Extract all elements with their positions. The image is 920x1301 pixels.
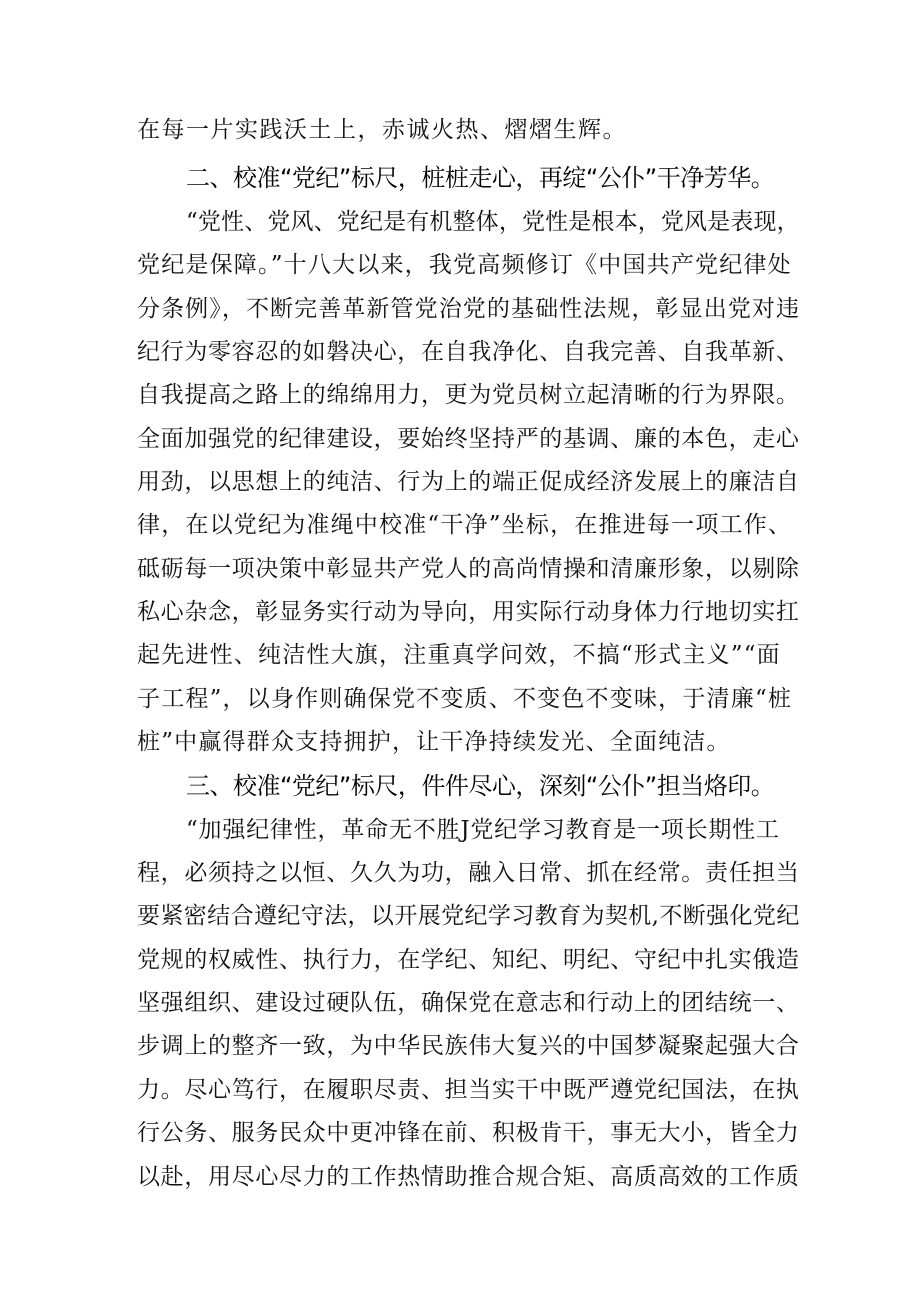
paragraph-2-line-2: 党纪是保障。”十八大以来，我党高频修订《中国共产党纪律处	[137, 252, 792, 278]
paragraph-3-line-2: 程，必须持之以恒、久久为功，融入日常、抓在经常。责任担当	[137, 860, 800, 886]
paragraph-3-line-5: 坚强组织、建设过硬队伍，确保党在意志和行动上的团结统一、	[137, 990, 800, 1016]
paragraph-2-line-5: 自我提高之路上的绵绵用力，更为党员树立起清晰的行为界限。	[137, 382, 800, 408]
paragraph-3-line-9: 以赴，用尽心尽力的工作热情助推合规合矩、高质高效的工作质	[137, 1164, 800, 1190]
paragraph-3-line-8: 行公务、服务民众中更冲锋在前、积极肯干，事无大小，皆全力	[137, 1120, 800, 1146]
paragraph-3-line-1: “加强纪律性，革命无不胜J党纪学习教育是一项长期性工	[186, 817, 780, 843]
paragraph-2-line-1: “党性、党风、党纪是有机整体，党性是根本，党风是表现，	[186, 209, 800, 235]
paragraph-2-line-8: 律，在以党纪为准绳中校准“干净”坐标，在推进每一项工作、	[137, 512, 793, 538]
section-heading-2: 二、校准“党纪”标尺，桩桩走心，再绽“公仆”干净芳华。	[186, 164, 775, 192]
paragraph-3-line-4: 党规的权威性、执行力，在学纪、知纪、明纪、守纪中扎实俄造	[137, 947, 800, 973]
paragraph-2-line-6: 全面加强党的纪律建设，要始终坚持严的基调、廉的本色，走心	[137, 426, 800, 452]
section-heading-3: 三、校准“党纪”标尺，件件尽心，深刻“公仆”担当烙印。	[186, 772, 775, 800]
paragraph-2-line-11: 起先进性、纯洁性大旗，注重真学问效，不搞“形式主义”“面	[137, 642, 781, 668]
paragraph-1-line-1: 在每一片实践沃土上，赤诚火热、熠熠生辉。	[137, 117, 627, 143]
paragraph-3-line-7: 力。尽心笃行，在履职尽责、担当实干中既严遵党纪国法，在执	[137, 1077, 800, 1103]
paragraph-2-line-4: 纪行为零容忍的如磐决心，在自我净化、自我完善、自我革新、	[137, 339, 800, 365]
paragraph-2-line-3: 分条例》，不断完善革新管党治党的基础性法规，彰显出党对违	[137, 296, 801, 322]
paragraph-3-line-3: 要紧密结合遵纪守法，以开展党纪学习教育为契机,不断强化党纪	[137, 903, 800, 929]
paragraph-3-line-6: 步调上的整齐一致，为中华民族伟大复兴的中国梦凝聚起强大合	[137, 1033, 800, 1059]
paragraph-2-line-7: 用劲，以思想上的纯洁、行为上的端正促成经济发展上的廉洁自	[137, 469, 800, 495]
paragraph-2-line-10: 私心杂念，彰显务实行动为导向，用实际行动身体力行地切实扛	[137, 599, 800, 625]
paragraph-2-line-13: 桩”中赢得群众支持拥护，让干净持续发光、全面纯洁。	[137, 729, 731, 755]
paragraph-2-line-12: 子工程”，以身作则确保党不变质、不变色不变味，于清廉“桩	[137, 686, 793, 712]
paragraph-2-line-9: 砥砺每一项决策中彰显共产党人的高尚情操和清廉形象，以剔除	[137, 556, 800, 582]
